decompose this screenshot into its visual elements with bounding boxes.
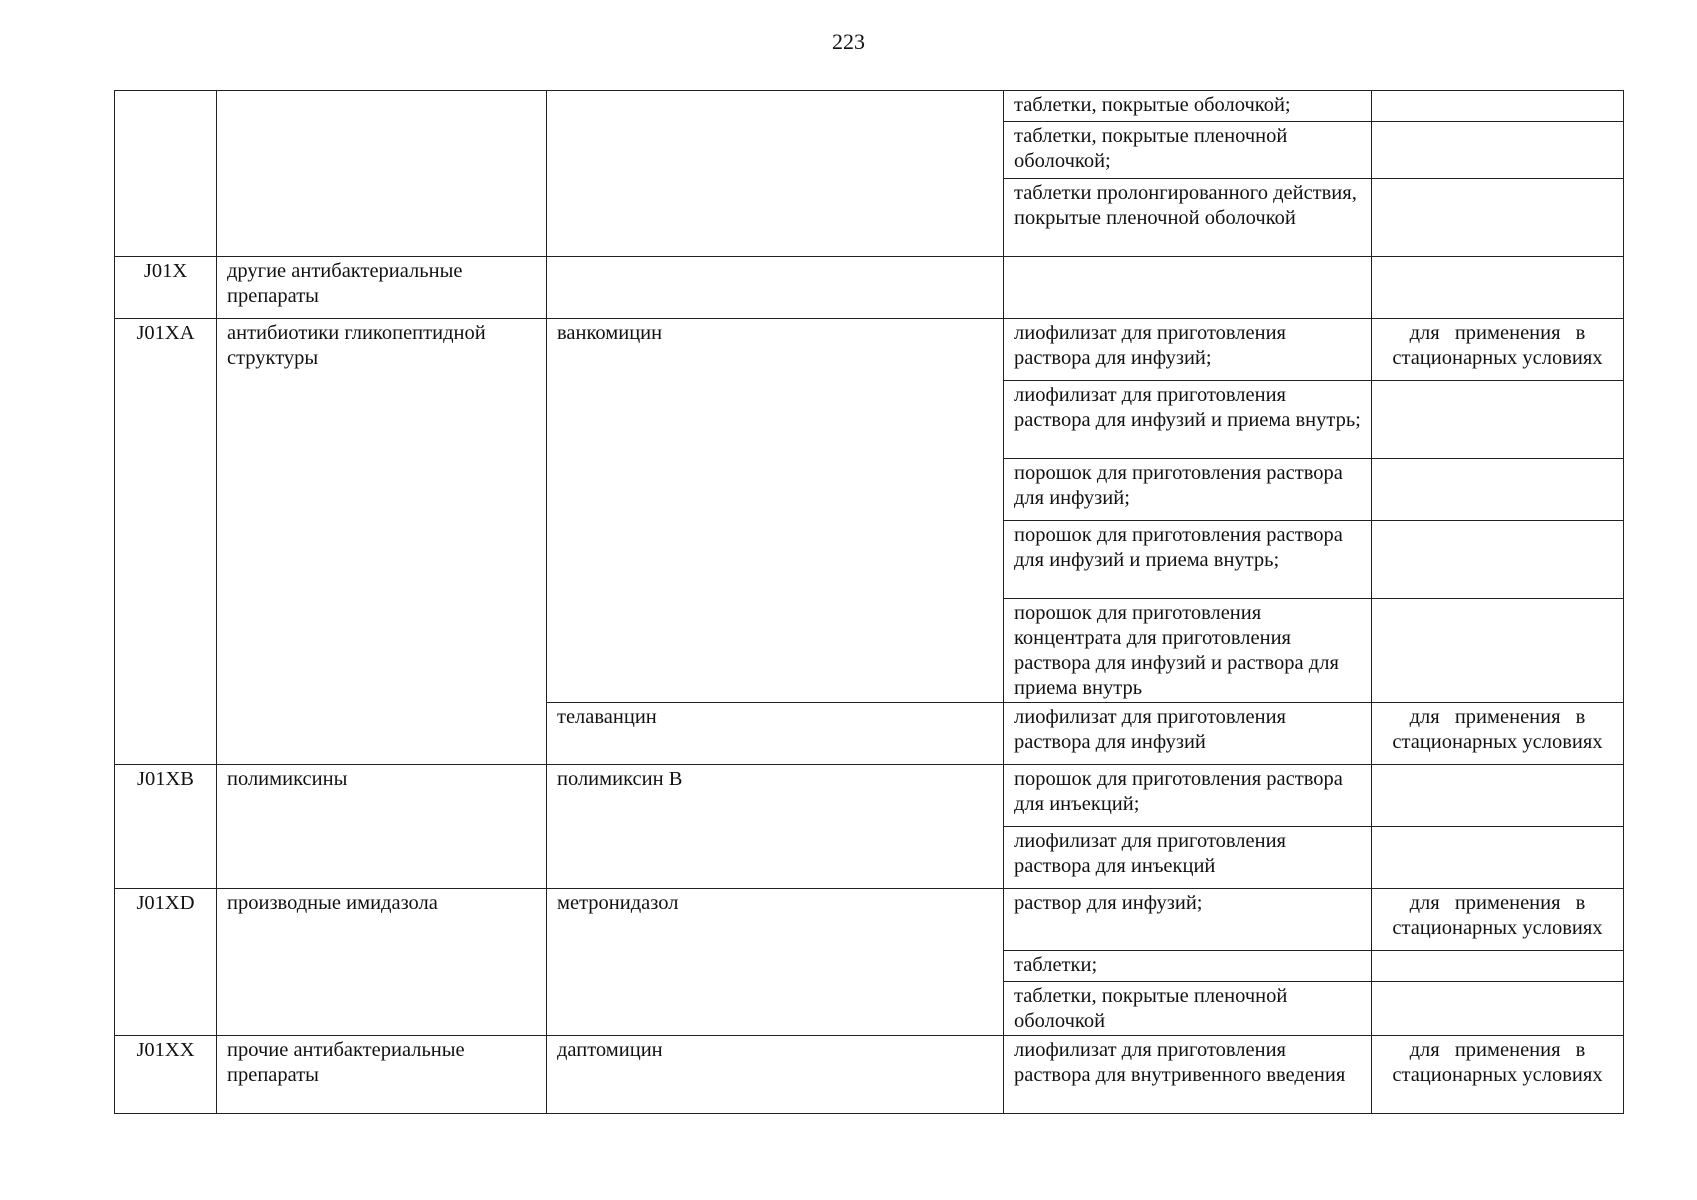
atc-code-cell: J01XD	[115, 889, 217, 1036]
note-cell	[1372, 889, 1624, 951]
drug-cell: даптомицин	[547, 1036, 1004, 1114]
note-cell	[1372, 827, 1624, 889]
table-row	[115, 257, 1624, 319]
table-row	[115, 91, 1624, 122]
note-cell	[1372, 179, 1624, 257]
note-cell	[1372, 765, 1624, 827]
note-text: для применения в	[1409, 1039, 1586, 1061]
note-text: стационарных условиях	[1392, 731, 1603, 753]
dosage-form-cell: раствор для инфузий;	[1004, 889, 1372, 951]
note-text: для применения в	[1409, 892, 1586, 914]
dosage-form-cell	[1004, 257, 1372, 319]
note-text: стационарных условиях	[1392, 347, 1603, 369]
drug-cell	[547, 91, 1004, 257]
note-text: для применения в	[1409, 322, 1586, 344]
drug-cell	[547, 257, 1004, 319]
note-cell	[1372, 91, 1624, 122]
note-cell	[1372, 982, 1624, 1036]
drug-cell: метронидазол	[547, 889, 1004, 1036]
group-cell	[217, 91, 547, 257]
dosage-form-cell: таблетки, покрытые оболочкой;	[1004, 91, 1372, 122]
group-cell: прочие антибактериальные препараты	[217, 1036, 547, 1114]
dosage-form-cell: порошок для приготовления концентрата для приготовления раствора для инфузий и раствора для приема внутрь	[1004, 599, 1372, 703]
note-text: для применения в	[1409, 706, 1586, 728]
note-cell	[1372, 319, 1624, 381]
dosage-form-cell: порошок для приготовления раствора для инфузий;	[1004, 459, 1372, 521]
note-cell	[1372, 521, 1624, 599]
note-cell	[1372, 459, 1624, 521]
dosage-form-cell: лиофилизат для приготовления раствора для инъекций	[1004, 827, 1372, 889]
atc-code-cell: J01X	[115, 257, 217, 319]
drug-cell: полимиксин В	[547, 765, 1004, 889]
table-row	[115, 319, 1624, 381]
dosage-form-cell: таблетки;	[1004, 951, 1372, 982]
note-cell	[1372, 951, 1624, 982]
note-cell	[1372, 1036, 1624, 1114]
code-cell	[115, 91, 217, 257]
dosage-form-cell: лиофилизат для приготовления раствора для инфузий	[1004, 703, 1372, 765]
atc-code-cell: J01XA	[115, 319, 217, 765]
table-row	[115, 1036, 1624, 1114]
dosage-form-cell: лиофилизат для приготовления раствора для внутривенного введения	[1004, 1036, 1372, 1114]
dosage-form-cell: таблетки, покрытые пленочной оболочкой;	[1004, 122, 1372, 179]
group-cell: другие антибактериальные препараты	[217, 257, 547, 319]
atc-code-cell: J01XB	[115, 765, 217, 889]
dosage-form-cell: порошок для приготовления раствора для инъекций;	[1004, 765, 1372, 827]
note-text: стационарных условиях	[1392, 1064, 1603, 1086]
atc-code-cell: J01XX	[115, 1036, 217, 1114]
drug-cell: ванкомицин	[547, 319, 1004, 703]
group-cell: антибиотики гликопептидной структуры	[217, 319, 547, 765]
drug-cell: телаванцин	[547, 703, 1004, 765]
table-row	[115, 889, 1624, 951]
dosage-form-cell: таблетки пролонгированного действия, покрытые пленочной оболочкой	[1004, 179, 1372, 257]
page-number: 223	[832, 29, 865, 54]
note-cell	[1372, 381, 1624, 459]
note-text: стационарных условиях	[1392, 917, 1603, 939]
note-cell	[1372, 122, 1624, 179]
note-cell	[1372, 599, 1624, 703]
dosage-form-cell: порошок для приготовления раствора для инфузий и приема внутрь;	[1004, 521, 1372, 599]
table-row	[115, 765, 1624, 827]
dosage-form-cell: лиофилизат для приготовления раствора для инфузий;	[1004, 319, 1372, 381]
note-cell	[1372, 703, 1624, 765]
group-cell: производные имидазола	[217, 889, 547, 1036]
group-cell: полимиксины	[217, 765, 547, 889]
note-cell	[1372, 257, 1624, 319]
dosage-form-cell: лиофилизат для приготовления раствора для инфузий и приема внутрь;	[1004, 381, 1372, 459]
drug-list-table	[114, 90, 1624, 1114]
dosage-form-cell: таблетки, покрытые пленочной оболочкой	[1004, 982, 1372, 1036]
